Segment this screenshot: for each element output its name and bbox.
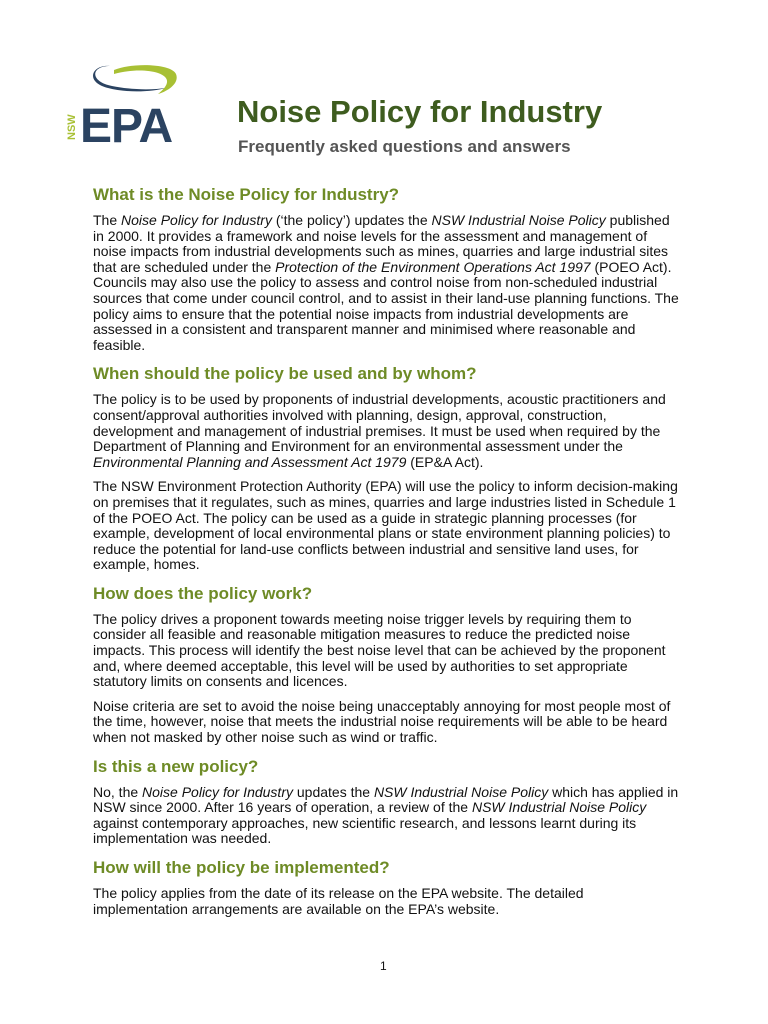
faq-section — [93, 583, 681, 746]
text-run: updates the — [292, 783, 374, 800]
nsw-epa-logo — [62, 60, 202, 150]
text-run: which has applied in NSW since 2000. After 16 years of operation, a review of the — [93, 783, 679, 816]
text-run: The policy applies from the date of its release on the EPA website. The detailed implementation arrangements are available on the EPA’s website. — [93, 885, 584, 917]
italic-title-text: Environmental Planning and Assessment Act 1979 — [93, 453, 407, 470]
faq-section — [93, 184, 681, 353]
section-heading: How will the policy be implemented? — [93, 858, 390, 877]
text-run: The NSW Environment Protection Authority (EPA) will use the policy to inform decision-making on premises that it regulates, such as mines, quarries and large industries listed in Schedule 1 of the POEO Act. The policy can be used as a guide in strategic planning processes (for example, development of local environmental plans or state environment planning policies) to reduce the potential for land-use conflicts between industrial and sensitive land uses, for example, homes. — [93, 478, 678, 573]
section-heading: Is this a new policy? — [93, 756, 259, 776]
page-number: 1 — [380, 959, 387, 973]
section-heading: What is the Noise Policy for Industry? — [93, 185, 400, 204]
paragraph — [93, 612, 681, 690]
paragraph — [93, 699, 681, 746]
text-run: Noise criteria are set to avoid the noise being unacceptably annoying for most people most of the time, however, noise that meets the industrial noise requirements will be able to be heard when not masked by other noise such as wind or traffic. — [93, 697, 671, 746]
italic-title-text: Protection of the Environment Operations Act 1997 — [275, 258, 591, 275]
paragraph — [93, 479, 681, 573]
faq-section — [93, 363, 681, 573]
paragraph — [93, 886, 681, 917]
paragraph — [93, 785, 681, 847]
italic-title-text: NSW Industrial Noise Policy — [431, 212, 606, 228]
text-run: against contemporary approaches, new scientific research, and lessons learnt during its implementation was needed. — [93, 814, 637, 847]
faq-section — [93, 756, 681, 847]
italic-title-text: Noise Policy for Industry — [121, 212, 272, 228]
document-subtitle: Frequently asked questions and answers — [238, 137, 571, 156]
text-run: (EP&A Act). — [406, 453, 484, 470]
italic-title-text: Noise Policy for Industry — [142, 783, 293, 800]
italic-title-text: NSW Industrial Noise Policy — [471, 799, 647, 816]
text-run: published in 2000. It provides a framework and noise levels for the assessment and management of noise impacts from industrial developments such as mines, quarries and large industrial sites that are scheduled under the — [93, 212, 670, 275]
svg-text:NSW: NSW — [66, 114, 78, 140]
text-run: (POEO Act). Councils may also use the policy to assess and control noise from non-scheduled industrial sources that come under council control, and to assist in their land-use planning functions. The policy aims to ensure that the potential noise impacts from industrial developments are assessed in a consistent and transparent manner and minimised where reasonable and feasible. — [93, 258, 679, 353]
text-run: The — [93, 212, 122, 228]
paragraph — [93, 213, 681, 353]
text-run: (‘the policy’) updates the — [271, 212, 432, 228]
italic-title-text: NSW Industrial Noise Policy — [373, 783, 549, 800]
section-heading: When should the policy be used and by whom? — [93, 364, 477, 384]
paragraph — [93, 392, 681, 470]
text-run: The policy is to be used by proponents of industrial developments, acoustic practitioners and consent/approval authorities involved with planning, design, approval, construction, development and management of industrial premises. It must be used when required by the Department of Planning and Environment for an environmental assessment under the — [93, 391, 666, 455]
svg-text:EPA: EPA — [80, 100, 173, 150]
section-heading: How does the policy work? — [93, 583, 313, 603]
text-run: No, the — [93, 783, 143, 800]
faq-section — [93, 857, 681, 917]
document-title: Noise Policy for Industry — [237, 94, 603, 129]
document-body — [93, 184, 681, 927]
text-run: The policy drives a proponent towards meeting noise trigger levels by requiring them to consider all feasible and reasonable mitigation measures to reduce the predicted noise impacts. This process will identify the best noise level that can be achieved by the proponent and, where deemed acceptable, this level will be used by authorities to set appropriate statutory limits on consents and licences. — [93, 610, 666, 690]
